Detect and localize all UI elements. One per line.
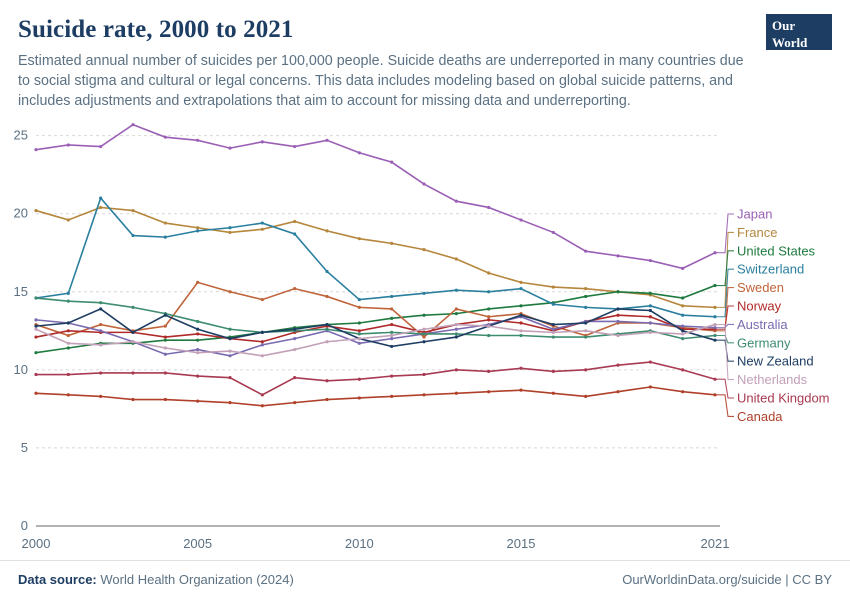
data-point xyxy=(649,315,652,318)
data-point xyxy=(164,339,167,342)
data-point xyxy=(649,259,652,262)
data-point xyxy=(552,392,555,395)
data-point xyxy=(519,314,522,317)
data-point xyxy=(519,389,522,392)
data-point xyxy=(519,334,522,337)
logo-line-1: Our World xyxy=(772,18,808,51)
data-point xyxy=(649,385,652,388)
data-point xyxy=(390,331,393,334)
data-point xyxy=(455,307,458,310)
data-point xyxy=(164,335,167,338)
legend-connector xyxy=(715,325,734,380)
data-point xyxy=(455,312,458,315)
data-point xyxy=(519,304,522,307)
legend-label-japan[interactable]: Japan xyxy=(737,206,773,222)
data-point xyxy=(584,250,587,253)
series-line-japan[interactable] xyxy=(36,125,715,269)
data-point xyxy=(325,139,328,142)
series-line-canada[interactable] xyxy=(36,387,715,406)
data-point xyxy=(196,332,199,335)
data-point xyxy=(552,328,555,331)
data-point xyxy=(519,218,522,221)
data-point xyxy=(616,334,619,337)
data-point xyxy=(358,306,361,309)
data-point xyxy=(325,398,328,401)
data-point xyxy=(681,390,684,393)
data-point xyxy=(584,329,587,332)
data-point xyxy=(196,374,199,377)
data-point xyxy=(422,335,425,338)
data-point xyxy=(422,332,425,335)
data-point xyxy=(228,290,231,293)
data-point xyxy=(422,292,425,295)
data-point xyxy=(455,392,458,395)
line-chart[interactable] xyxy=(0,108,850,558)
data-point xyxy=(164,314,167,317)
data-point xyxy=(487,307,490,310)
data-point xyxy=(649,360,652,363)
data-point xyxy=(164,325,167,328)
data-point xyxy=(584,295,587,298)
data-point xyxy=(681,267,684,270)
page-title: Suicide rate, 2000 to 2021 xyxy=(18,16,294,43)
data-point xyxy=(131,306,134,309)
data-point xyxy=(293,328,296,331)
data-point xyxy=(552,285,555,288)
data-point xyxy=(616,314,619,317)
page-subtitle: Estimated annual number of suicides per 100,000 people. Suicide deaths are underreported in many countries due to social stigma and cultural or legal concerns. This data includes modeling based on global suicide patterns, and includes adjustments and extrapolations that aim to account for missing data and underreporting. xyxy=(18,52,744,110)
data-point xyxy=(164,371,167,374)
legend-label-canada[interactable]: Canada xyxy=(737,408,783,424)
data-point xyxy=(293,220,296,223)
data-point xyxy=(681,337,684,340)
data-point xyxy=(487,290,490,293)
data-point xyxy=(325,295,328,298)
data-point xyxy=(261,393,264,396)
data-point xyxy=(358,151,361,154)
data-point xyxy=(390,334,393,337)
data-point xyxy=(616,290,619,293)
x-axis-tick-label: 2015 xyxy=(506,536,536,551)
data-point xyxy=(390,395,393,398)
data-point xyxy=(228,350,231,353)
data-point xyxy=(196,348,199,351)
data-point xyxy=(584,321,587,324)
data-point xyxy=(67,373,70,376)
data-point xyxy=(131,331,134,334)
data-point xyxy=(164,136,167,139)
data-point xyxy=(681,296,684,299)
data-point xyxy=(99,206,102,209)
x-axis-tick-label: 2000 xyxy=(21,536,51,551)
attribution-link[interactable]: OurWorldinData.org/suicide | CC BY xyxy=(622,572,832,587)
data-point xyxy=(228,354,231,357)
data-point xyxy=(390,242,393,245)
data-point xyxy=(616,390,619,393)
data-point xyxy=(681,314,684,317)
data-point xyxy=(455,335,458,338)
legend-connector xyxy=(715,214,734,253)
data-point xyxy=(293,145,296,148)
data-point xyxy=(196,320,199,323)
data-point xyxy=(293,287,296,290)
data-point xyxy=(325,379,328,382)
data-point xyxy=(487,334,490,337)
data-point xyxy=(131,371,134,374)
data-point xyxy=(228,147,231,150)
data-point xyxy=(422,328,425,331)
data-point xyxy=(261,343,264,346)
data-point xyxy=(390,317,393,320)
data-point xyxy=(131,340,134,343)
data-point xyxy=(34,335,37,338)
data-point xyxy=(487,271,490,274)
x-axis-tick-label: 2010 xyxy=(344,536,374,551)
data-point xyxy=(552,370,555,373)
data-point xyxy=(519,321,522,324)
data-point xyxy=(390,161,393,164)
legend-connector xyxy=(715,251,734,286)
data-point xyxy=(34,373,37,376)
y-axis-tick-label: 15 xyxy=(13,283,28,299)
data-point xyxy=(681,368,684,371)
data-point xyxy=(487,206,490,209)
data-point xyxy=(358,332,361,335)
data-point xyxy=(196,351,199,354)
data-point xyxy=(99,395,102,398)
data-point xyxy=(99,301,102,304)
data-point xyxy=(67,329,70,332)
data-point xyxy=(228,376,231,379)
data-point xyxy=(34,325,37,328)
data-point xyxy=(261,404,264,407)
owid-logo[interactable] xyxy=(766,14,832,68)
data-point xyxy=(34,351,37,354)
data-point xyxy=(358,337,361,340)
legend-connector xyxy=(715,232,734,307)
data-point xyxy=(358,237,361,240)
data-point xyxy=(325,229,328,232)
data-point xyxy=(261,221,264,224)
data-point xyxy=(99,307,102,310)
data-point xyxy=(196,226,199,229)
data-point xyxy=(390,337,393,340)
data-point xyxy=(358,378,361,381)
data-point xyxy=(390,345,393,348)
legend-label-france[interactable]: France xyxy=(737,224,778,240)
data-point xyxy=(196,328,199,331)
data-point xyxy=(131,209,134,212)
data-point xyxy=(67,292,70,295)
data-point xyxy=(584,368,587,371)
data-point xyxy=(34,148,37,151)
data-point xyxy=(67,321,70,324)
data-point xyxy=(649,309,652,312)
data-point xyxy=(228,231,231,234)
data-point xyxy=(455,323,458,326)
y-axis-tick-label: 0 xyxy=(20,518,28,533)
data-point xyxy=(164,353,167,356)
data-point xyxy=(487,315,490,318)
data-point xyxy=(584,306,587,309)
data-point xyxy=(131,234,134,237)
data-point xyxy=(99,343,102,346)
data-point xyxy=(67,346,70,349)
data-point xyxy=(519,281,522,284)
data-point xyxy=(681,304,684,307)
data-point xyxy=(196,229,199,232)
data-point xyxy=(584,335,587,338)
data-point xyxy=(390,374,393,377)
data-point xyxy=(293,376,296,379)
data-point xyxy=(681,325,684,328)
data-point xyxy=(261,228,264,231)
data-point xyxy=(261,298,264,301)
data-point xyxy=(325,323,328,326)
data-point xyxy=(228,328,231,331)
data-point xyxy=(325,340,328,343)
data-point xyxy=(261,340,264,343)
legend-connector xyxy=(715,335,734,342)
data-point xyxy=(422,248,425,251)
y-axis-tick-label: 5 xyxy=(20,439,28,455)
data-point xyxy=(67,300,70,303)
data-point xyxy=(390,295,393,298)
data-point xyxy=(422,373,425,376)
data-point xyxy=(616,254,619,257)
data-point xyxy=(422,393,425,396)
data-point xyxy=(649,304,652,307)
data-source xyxy=(18,572,294,587)
data-point xyxy=(164,221,167,224)
logo-line-2: in Data xyxy=(772,52,813,68)
data-point xyxy=(358,321,361,324)
y-axis-tick-label: 20 xyxy=(13,205,28,221)
data-point xyxy=(649,292,652,295)
data-point xyxy=(552,323,555,326)
data-point xyxy=(228,226,231,229)
data-point xyxy=(293,348,296,351)
data-point xyxy=(196,139,199,142)
data-point xyxy=(519,367,522,370)
data-point xyxy=(99,371,102,374)
data-point xyxy=(325,270,328,273)
data-point xyxy=(196,281,199,284)
legend-label-switzerland[interactable]: Switzerland xyxy=(737,261,805,277)
data-point xyxy=(552,335,555,338)
legend-label-united-kingdom[interactable]: United Kingdom xyxy=(737,390,830,406)
data-point xyxy=(487,390,490,393)
y-axis-tick-label: 10 xyxy=(13,361,28,377)
data-point xyxy=(584,287,587,290)
data-point xyxy=(358,396,361,399)
data-point xyxy=(293,401,296,404)
data-point xyxy=(196,339,199,342)
legend-label-united-states[interactable]: United States xyxy=(737,243,816,259)
data-point xyxy=(616,364,619,367)
data-point xyxy=(293,232,296,235)
data-point xyxy=(681,332,684,335)
data-point xyxy=(67,393,70,396)
data-point xyxy=(99,145,102,148)
legend-label-germany[interactable]: Germany xyxy=(737,335,791,351)
data-point xyxy=(616,307,619,310)
data-point xyxy=(293,337,296,340)
chart-footer xyxy=(0,560,850,600)
data-point xyxy=(422,340,425,343)
x-axis-tick-label: 2021 xyxy=(700,536,730,551)
data-point xyxy=(455,257,458,260)
data-point xyxy=(422,182,425,185)
data-point xyxy=(649,321,652,324)
data-point xyxy=(261,331,264,334)
data-source-value: World Health Organization (2024) xyxy=(100,572,294,587)
data-point xyxy=(487,325,490,328)
data-point xyxy=(99,329,102,332)
data-point xyxy=(34,328,37,331)
data-point xyxy=(455,332,458,335)
data-point xyxy=(164,398,167,401)
data-point xyxy=(67,218,70,221)
data-point xyxy=(325,328,328,331)
data-point xyxy=(649,331,652,334)
y-axis-tick-label: 25 xyxy=(13,127,28,143)
data-point xyxy=(34,392,37,395)
data-point xyxy=(34,296,37,299)
data-point xyxy=(131,123,134,126)
data-point xyxy=(67,143,70,146)
data-point xyxy=(422,314,425,317)
data-point xyxy=(34,209,37,212)
series-line-united-kingdom[interactable] xyxy=(36,362,715,395)
data-point xyxy=(99,323,102,326)
data-point xyxy=(196,399,199,402)
legend-label-netherlands[interactable]: Netherlands xyxy=(737,372,808,388)
data-point xyxy=(228,401,231,404)
data-point xyxy=(455,328,458,331)
data-point xyxy=(552,231,555,234)
data-point xyxy=(164,346,167,349)
legend-label-sweden[interactable]: Sweden xyxy=(737,280,784,296)
legend-label-australia[interactable]: Australia xyxy=(737,316,788,332)
data-source-label: Data source: xyxy=(18,572,97,587)
data-point xyxy=(390,323,393,326)
data-point xyxy=(358,329,361,332)
data-point xyxy=(67,342,70,345)
data-point xyxy=(390,307,393,310)
chart-svg xyxy=(0,108,850,558)
data-point xyxy=(552,303,555,306)
data-point xyxy=(584,395,587,398)
data-point xyxy=(131,398,134,401)
data-point xyxy=(164,236,167,239)
data-point xyxy=(67,334,70,337)
data-point xyxy=(261,140,264,143)
data-point xyxy=(487,318,490,321)
data-point xyxy=(519,329,522,332)
data-point xyxy=(519,287,522,290)
data-point xyxy=(99,196,102,199)
legend-label-new-zealand[interactable]: New Zealand xyxy=(737,353,814,369)
legend-label-norway[interactable]: Norway xyxy=(737,298,782,314)
data-point xyxy=(552,331,555,334)
legend-connector xyxy=(715,306,734,329)
data-point xyxy=(261,354,264,357)
data-point xyxy=(34,318,37,321)
data-point xyxy=(358,298,361,301)
x-axis-tick-label: 2005 xyxy=(183,536,213,551)
data-point xyxy=(358,342,361,345)
data-point xyxy=(487,370,490,373)
data-point xyxy=(616,320,619,323)
legend-connector xyxy=(715,269,734,317)
data-point xyxy=(455,200,458,203)
data-point xyxy=(228,337,231,340)
data-point xyxy=(681,329,684,332)
data-point xyxy=(455,368,458,371)
data-point xyxy=(455,289,458,292)
series-line-switzerland[interactable] xyxy=(36,198,715,317)
